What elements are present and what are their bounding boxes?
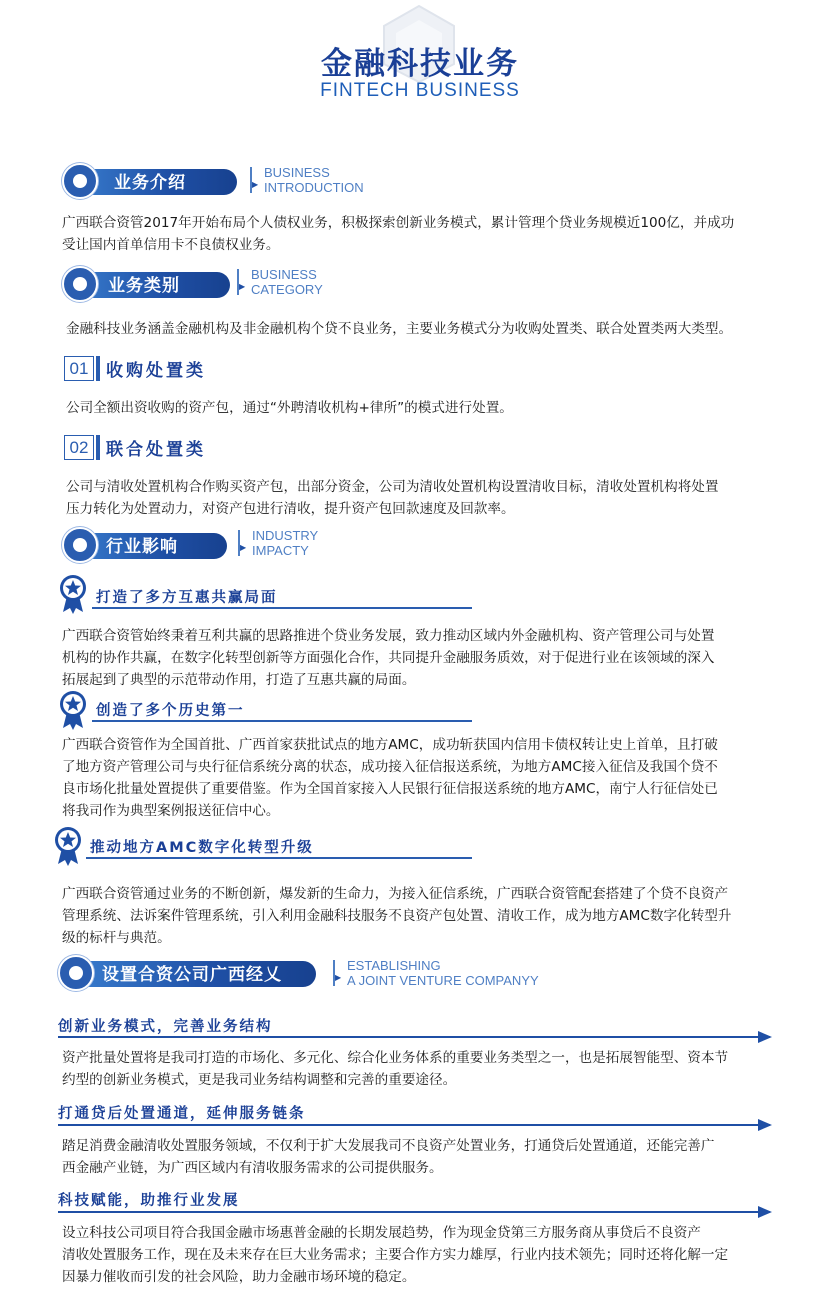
bullet-icon bbox=[62, 266, 98, 302]
bullet-icon bbox=[62, 527, 98, 563]
subsection-text: 公司与清收处置机构合作购买资产包，出部分资金，公司为清收处置机构设置清收目标，清收处置机构将处置 压力转化为处置动力，对资产包进行清收，提升资产包回款速度及回款率。 bbox=[66, 479, 719, 517]
divider bbox=[92, 607, 472, 609]
arrow-divider bbox=[58, 1124, 770, 1126]
section-header-jv: 设置合资公司广西经乂 bbox=[58, 955, 316, 991]
bullet-icon bbox=[58, 955, 94, 991]
jv-text: 踏足消费金融清收处置服务领域，不仅利于扩大发展我司不良资产处置业务，打通贷后处置通道，还能完善广 西金融产业链，为广西区域内有清收服务需求的公司提供服务。 bbox=[62, 1138, 715, 1176]
intro-text: 广西联合资管2017年开始布局个人债权业务，积极探索创新业务模式，累计管理个贷业务规模近100亿，并成功 受让国内首单信用卡不良债权业务。 bbox=[62, 215, 735, 253]
subsection-number: 01 bbox=[64, 356, 94, 381]
page-title: 金融科技业务 bbox=[321, 46, 519, 82]
section-en-impact: ▶ INDUSTRY IMPACTY bbox=[240, 528, 319, 558]
section-en-jv: ▶ ESTABLISHING A JOINT VENTURE COMPANYY bbox=[335, 958, 539, 988]
subsection-text: 公司全额出资收购的资产包，通过“外聘清收机构+律所”的模式进行处置。 bbox=[66, 400, 513, 416]
section-header-category: 业务类别 bbox=[62, 266, 230, 302]
section-en-intro: ▶ BUSINESS INTRODUCTION bbox=[252, 165, 364, 195]
impact-title: 打造了多方互惠共赢局面 bbox=[96, 590, 278, 606]
star-badge-icon bbox=[58, 574, 88, 614]
section-header-impact: 行业影响 bbox=[62, 527, 227, 563]
subsection-number: 02 bbox=[64, 435, 94, 460]
jv-title: 打通贷后处置通道，延伸服务链条 bbox=[58, 1106, 306, 1122]
impact-title: 创造了多个历史第一 bbox=[96, 703, 245, 719]
subsection-title: 联合处置类 bbox=[106, 440, 206, 460]
star-badge-icon bbox=[58, 690, 88, 730]
category-text: 金融科技业务涵盖金融机构及非金融机构个贷不良业务，主要业务模式分为收购处置类、联合处置类两大类型。 bbox=[66, 321, 733, 337]
jv-text: 资产批量处置将是我司打造的市场化、多元化、综合化业务体系的重要业务类型之一，也是拓展智能型、资本节 约型的创新业务模式，更是我司业务结构调整和完善的重要途径。 bbox=[62, 1050, 729, 1088]
star-badge-icon bbox=[53, 826, 83, 866]
page-subtitle: FINTECH BUSINESS bbox=[320, 80, 520, 101]
divider bbox=[92, 720, 472, 722]
jv-text: 设立科技公司项目符合我国金融市场惠普金融的长期发展趋势，作为现金贷第三方服务商从事贷后不良资产 清收处置服务工作，现在及未来存在巨大业务需求；主要合作方实力雄厚，行业内技术领先；同时还将化解一定 因暴力催收而引发的社会风险，助力金融市场环境的稳定。 bbox=[62, 1225, 729, 1285]
section-en-category: ▶ BUSINESS CATEGORY bbox=[239, 267, 323, 297]
jv-title: 创新业务模式，完善业务结构 bbox=[58, 1019, 273, 1035]
section-header-intro: 业务介绍 bbox=[62, 163, 237, 199]
arrow-divider bbox=[58, 1211, 770, 1213]
subsection-title: 收购处置类 bbox=[106, 361, 206, 381]
impact-text: 广西联合资管通过业务的不断创新，爆发新的生命力，为接入征信系统，广西联合资管配套搭建了个贷不良资产 管理系统、法诉案件管理系统，引入利用金融科技服务不良资产包处置、清收工作，成为地方AMC数字化转型升 级的标杆与典范。 bbox=[62, 886, 732, 946]
bullet-icon bbox=[62, 163, 98, 199]
jv-title: 科技赋能，助推行业发展 bbox=[58, 1193, 240, 1209]
arrow-divider bbox=[58, 1036, 770, 1038]
divider bbox=[86, 857, 472, 859]
impact-text: 广西联合资管始终秉着互利共赢的思路推进个贷业务发展，致力推动区域内外金融机构、资产管理公司与处置 机构的协作共赢，在数字化转型创新等方面强化合作，共同提升金融服务质效，对于促进行业在该领域的深入 拓展起到了典型的示范带动作用，打造了互惠共赢的局面。 bbox=[62, 628, 715, 688]
impact-title: 推动地方AMC数字化转型升级 bbox=[90, 840, 314, 856]
impact-text: 广西联合资管作为全国首批、广西首家获批试点的地方AMC，成功斩获国内信用卡债权转让史上首单，且打破 了地方资产管理公司与央行征信系统分离的状态，成功接入征信报送系统，为地方AMC接入征信及我国个贷不 良市场化批量处置提供了重要借鉴。作为全国首家接入人民银行征信报送系统的地方AMC，南宁人行征信处已 将我司作为典型案例报送征信中心。 bbox=[62, 737, 718, 819]
